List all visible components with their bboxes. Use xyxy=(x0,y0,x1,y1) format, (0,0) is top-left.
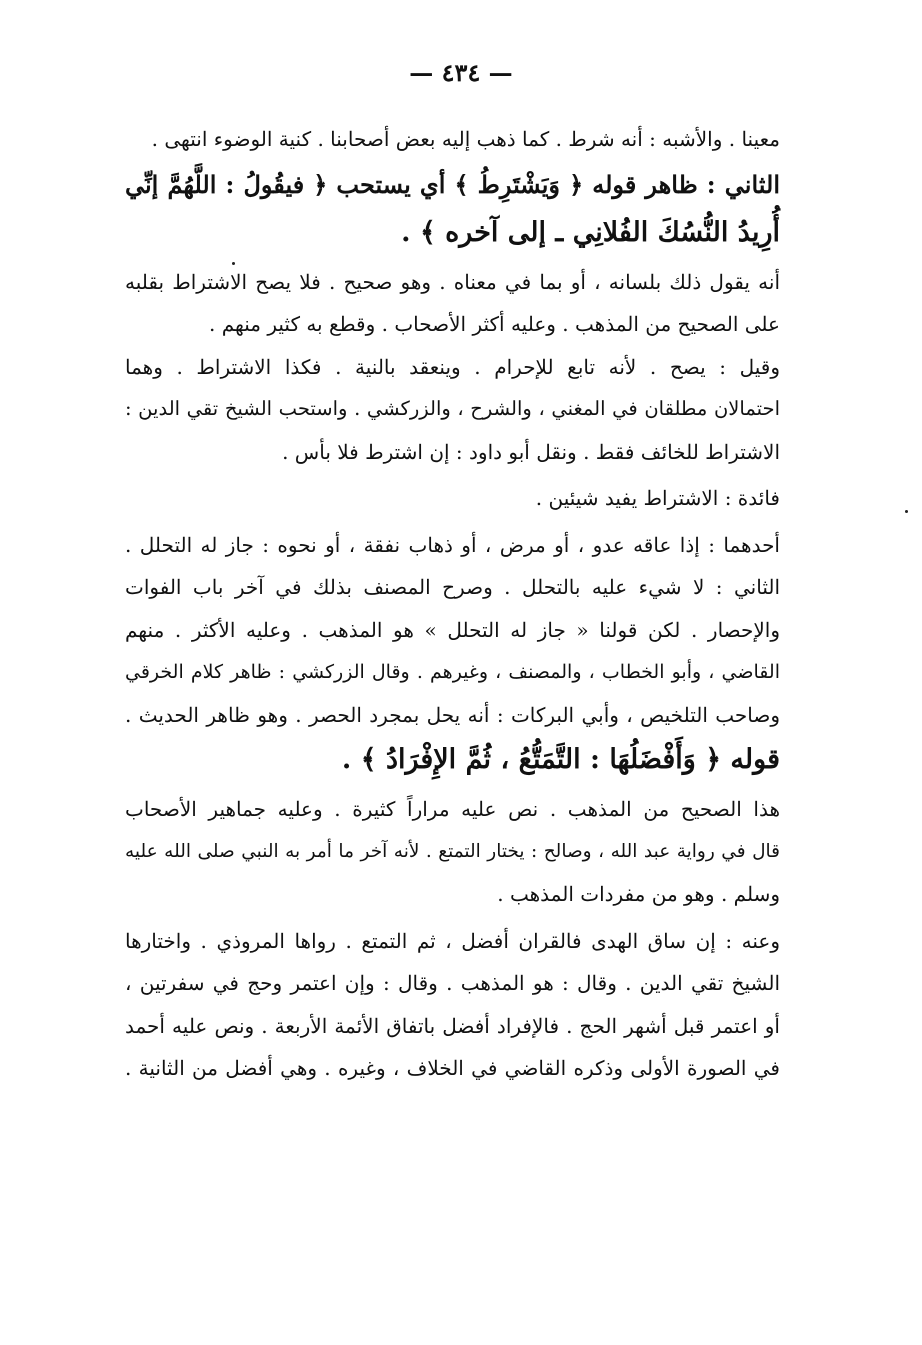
page-number: — ٤٣٤ — xyxy=(409,58,513,87)
text-line: الشيخ تقي الدين . وقال : هو المذهب . وقال : وإن اعتمر وحج في سفرتين ، xyxy=(125,971,780,995)
text-line: القاضي ، وأبو الخطاب ، والمصنف ، وغيرهم . وقال الزركشي : ظاهر كلام الخرقي xyxy=(125,661,780,683)
text-body xyxy=(125,118,780,1090)
section-heading: قوله ﴿ وَأَفْضَلُهَا : التَّمَتُّعُ ، ثُمَّ الإِفْرَادُ ﴾ . xyxy=(341,744,780,775)
text-line: وعنه : إن ساق الهدى فالقران أفضل ، ثم التمتع . رواها المروذي . واختارها xyxy=(125,928,780,953)
print-speck xyxy=(232,262,235,265)
text-line: الثاني : لا شيء عليه بالتحلل . وصرح المصنف بذلك في آخر باب الفوات xyxy=(125,575,781,599)
text-line: وسلم . وهو من مفردات المذهب . xyxy=(497,882,780,906)
print-speck xyxy=(905,510,908,513)
text-line: هذا الصحيح من المذهب . نص عليه مراراً كثيرة . وعليه جماهير الأصحاب xyxy=(125,797,780,821)
text-line: وقيل : يصح . لأنه تابع للإحرام . وينعقد بالنية . فكذا الاشتراط . وهما xyxy=(125,354,780,379)
section-heading: أُرِيدُ النُّسُكَ الفُلانِي ـ إلى آخره ﴾ . xyxy=(401,216,780,248)
text-line: أو اعتمر قبل أشهر الحج . فالإفراد أفضل باتفاق الأئمة الأربعة . ونص عليه أحمد xyxy=(125,1013,780,1038)
text-line: على الصحيح من المذهب . وعليه أكثر الأصحاب . وقطع به كثير منهم . xyxy=(209,312,780,336)
note-heading: فائدة : الاشتراط يفيد شيئين . xyxy=(535,486,780,510)
text-line: أحدهما : إذا عاقه عدو ، أو مرض ، أو ذهاب نفقة ، أو نحوه : جاز له التحلل . xyxy=(125,532,780,557)
text-line: والإحصار . لكن قولنا « جاز له التحلل » هو المذهب . وعليه الأكثر . منهم xyxy=(125,617,780,642)
text-line: أنه يقول ذلك بلسانه ، أو بما في معناه . وهو صحيح . فلا يصح الاشتراط بقلبه xyxy=(125,269,780,294)
section-heading: الثاني : ظاهر قوله ﴿ وَيَشْتَرِطُ ﴾ أي يستحب ﴿ فيقُولُ : اللَّهُمَّ إنِّي xyxy=(125,169,780,199)
text-line: احتمالان مطلقان في المغني ، والشرح ، والزركشي . واستحب الشيخ تقي الدين : xyxy=(125,397,780,420)
text-line: معينا . والأشبه : أنه شرط . كما ذهب إليه بعض أصحابنا . كنية الوضوء انتهى . xyxy=(151,127,780,151)
text-line: قال في رواية عبد الله ، وصالح : يختار التمتع . لأنه آخر ما أمر به النبي صلى الله عليه xyxy=(125,840,780,862)
text-line: الاشتراط للخائف فقط . ونقل أبو داود : إن اشترط فلا بأس . xyxy=(282,439,780,464)
text-line: وصاحب التلخيص ، وأبي البركات : أنه يحل بمجرد الحصر . وهو ظاهر الحديث . xyxy=(125,702,780,727)
text-line: في الصورة الأولى وذكره القاضي في الخلاف ، وغيره . وهي أفضل من الثانية . xyxy=(125,1056,780,1080)
